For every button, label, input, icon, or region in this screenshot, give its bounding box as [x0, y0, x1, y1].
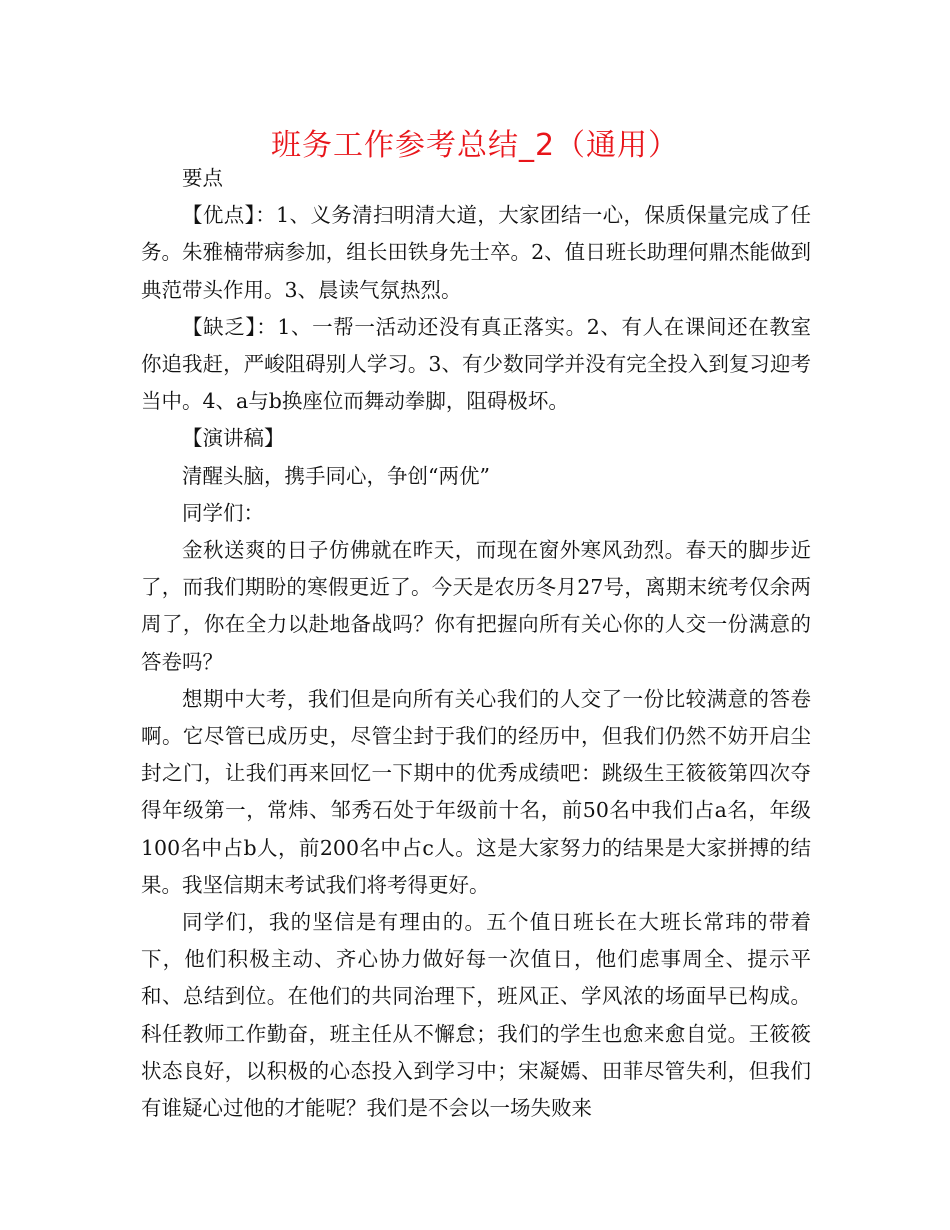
paragraph-speech-title: 清醒头脑，携手同心，争创“两优”: [182, 463, 490, 488]
paragraph-strengths: 【优点】：1、义务清扫明清大道，大家团结一心，保质保量完成了任务。朱雅楠带病参加，组长田铁身先士卒。2、值日班长助理何鼎杰能做到典范带头作用。3、晨读气氛热烈。: [141, 203, 811, 302]
paragraph-speech-heading: 【演讲稿】: [182, 426, 285, 451]
document-body: [141, 160, 811, 1127]
paragraph-summary-heading: 要点: [182, 166, 223, 190]
paragraph-salutation: 同学们：: [182, 500, 264, 525]
paragraph-weaknesses: 【缺乏】：1、一帮一活动还没有真正落实。2、有人在课间还在教室你追我赶，严峻阻碍别人学习。3、有少数同学并没有完全投入到复习迎考当中。4、a与b换座位而舞动拳脚，阻碍极坏。: [141, 314, 811, 414]
paragraph-body-1: 金秋送爽的日子仿佛就在昨天，而现在窗外寒风劲烈。春天的脚步近了，而我们期盼的寒假更近了。今天是农历冬月27号，离期末统考仅余两周了，你在全力以赴地备战吗？你有把握向所有关心你的人交一份满意的答卷吗？: [141, 538, 811, 674]
paragraph-body-3: 同学们，我的坚信是有理由的。五个值日班长在大班长常玮的带着下，他们积极主动、齐心协力做好每一次值日，他们虑事周全、提示平和、总结到位。在他们的共同治理下，班风正、学风浓的场面早已构成。科任教师工作勤奋，班主任从不懈怠；我们的学生也愈来愈自觉。王筱筱状态良好，以积极的心态投入到学习中；宋凝嫣、田菲尽管失利，但我们有谁疑心过他的才能呢？我们是不会以一场失败来: [141, 910, 811, 1121]
paragraph-body-2: 想期中大考，我们但是向所有关心我们的人交了一份比较满意的答卷啊。它尽管已成历史，尽管尘封于我们的经历中，但我们仍然不妨开启尘封之门，让我们再来回忆一下期中的优秀成绩吧：跳级生王筱筱第四次夺得年级第一，常炜、邹秀石处于年级前十名，前50名中我们占a名，年级100名中占b人，前200名中占c人。这是大家努力的结果是大家拼搏的结果。我坚信期末考试我们将考得更好。: [141, 686, 811, 897]
document-title: 班务工作参考总结_2（通用）: [270, 128, 680, 163]
